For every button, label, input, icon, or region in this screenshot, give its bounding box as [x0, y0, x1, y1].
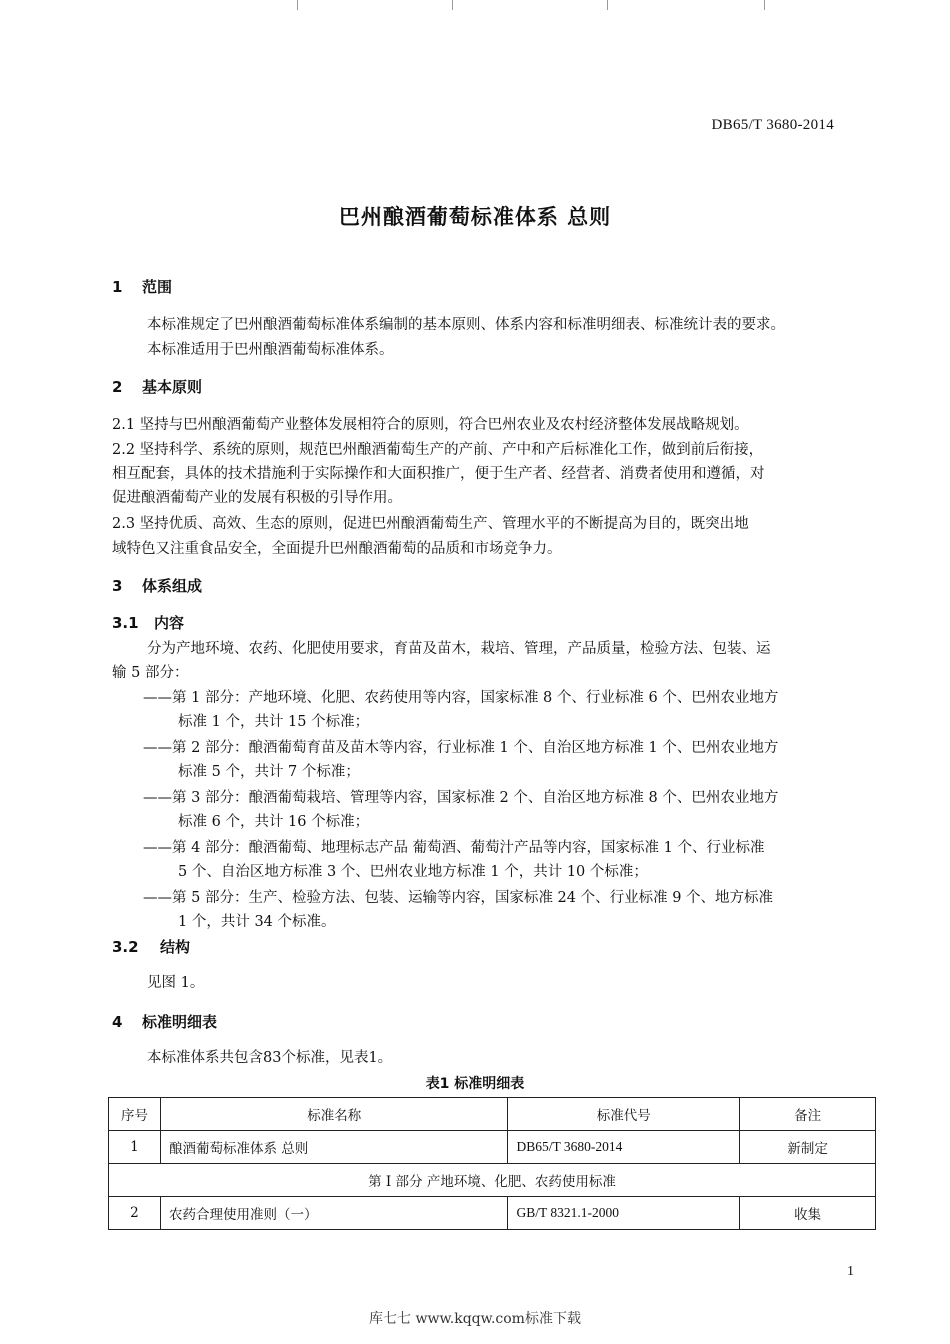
- list-item-cont: 标准 5 个，共计 7 个标准；: [178, 764, 360, 780]
- footer-watermark: 库七七 www.kqqw.com标准下载: [369, 1311, 581, 1327]
- list-item-cont: 1 个，共计 34 个标准。: [178, 914, 336, 930]
- clause-2-2-line-2: 相互配套，具体的技术措施利于实际操作和大面积推广，便于生产者、经营者、消费者使用和遵循，对: [112, 466, 765, 482]
- section-2-heading: 2 基本原则: [112, 378, 203, 396]
- section-3-2-heading: 3.2 结构: [112, 938, 191, 956]
- section-3-heading: 3 体系组成: [112, 577, 203, 595]
- section-4-text: 本标准体系共包含83个标准，见表1。: [147, 1050, 393, 1066]
- clause-2-3-line-1: 2.3 坚持优质、高效、生态的原则，促进巴州酿酒葡萄生产、管理水平的不断提高为目的，既突出地: [112, 516, 749, 532]
- section-1-para-1: 本标准规定了巴州酿酒葡萄标准体系编制的基本原则、体系内容和标准明细表、标准统计表的要求。: [147, 317, 785, 333]
- list-item-cont: 标准 1 个，共计 15 个标准；: [178, 714, 370, 730]
- table-header-row: [109, 1098, 876, 1131]
- list-item: ——第 2 部分：酿酒葡萄育苗及苗木等内容，行业标准 1 个、自治区地方标准 1 个、巴州农业地方: [143, 740, 779, 756]
- section-3-1-intro-line-2: 输 5 部分：: [112, 665, 189, 681]
- list-item: ——第 1 部分：产地环境、化肥、农药使用等内容，国家标准 8 个、行业标准 6 个、巴州农业地方: [143, 690, 779, 706]
- list-item: ——第 4 部分：酿酒葡萄、地理标志产品 葡萄酒、葡萄汁产品等内容，国家标准 1 个、行业标准: [143, 840, 765, 856]
- standards-table: [108, 1097, 876, 1230]
- cell-index: 2: [109, 1197, 161, 1230]
- crop-mark: [452, 0, 453, 10]
- table-caption: 表1 标准明细表: [425, 1076, 525, 1092]
- standard-code: DB65/T 3680-2014: [711, 117, 834, 133]
- list-item-cont: 标准 6 个，共计 16 个标准；: [178, 814, 370, 830]
- clause-2-2-line-3: 促进酿酒葡萄产业的发展有积极的引导作用。: [112, 490, 402, 506]
- col-header-remark: 备注: [740, 1098, 876, 1131]
- cell-code: DB65/T 3680-2014: [508, 1131, 740, 1164]
- list-item: ——第 5 部分：生产、检验方法、包装、运输等内容，国家标准 24 个、行业标准 9 个、地方标准: [143, 890, 774, 906]
- col-header-index: 序号: [109, 1098, 161, 1131]
- cell-remark: 收集: [740, 1197, 876, 1230]
- cell-group-title: 第 I 部分 产地环境、化肥、农药使用标准: [109, 1164, 876, 1197]
- page-number: 1: [847, 1264, 854, 1279]
- crop-mark: [297, 0, 298, 10]
- list-item: ——第 3 部分：酿酒葡萄栽培、管理等内容，国家标准 2 个、自治区地方标准 8 个、巴州农业地方: [143, 790, 779, 806]
- section-4-heading: 4 标准明细表: [112, 1013, 218, 1031]
- list-item-cont: 5 个、自治区地方标准 3 个、巴州农业地方标准 1 个，共计 10 个标准；: [178, 864, 648, 880]
- section-3-1-intro-line-1: 分为产地环境、农药、化肥使用要求，育苗及苗木，栽培、管理，产品质量，检验方法、包装、运: [147, 641, 771, 657]
- clause-2-2-line-1: 2.2 坚持科学、系统的原则，规范巴州酿酒葡萄生产的产前、产中和产后标准化工作，做到前后衔接，: [112, 442, 764, 458]
- crop-mark: [764, 0, 765, 10]
- cell-remark: 新制定: [740, 1131, 876, 1164]
- clause-2-3-line-2: 域特色又注重食品安全，全面提升巴州酿酒葡萄的品质和市场竞争力。: [112, 541, 562, 557]
- clause-2-1: 2.1 坚持与巴州酿酒葡萄产业整体发展相符合的原则，符合巴州农业及农村经济整体发展战略规划。: [112, 417, 749, 433]
- crop-mark: [607, 0, 608, 10]
- section-1-heading: 1 范围: [112, 278, 173, 296]
- cell-index: 1: [109, 1131, 161, 1164]
- table-row: [109, 1197, 876, 1230]
- section-1-para-2: 本标准适用于巴州酿酒葡萄标准体系。: [147, 342, 394, 358]
- col-header-name: 标准名称: [160, 1098, 508, 1131]
- page-title: 巴州酿酒葡萄标准体系 总则: [338, 205, 612, 229]
- table-row: [109, 1131, 876, 1164]
- cell-name: 农药合理使用准则（一）: [160, 1197, 508, 1230]
- cell-name: 酿酒葡萄标准体系 总则: [160, 1131, 508, 1164]
- section-3-2-text: 见图 1。: [147, 975, 205, 991]
- cell-code: GB/T 8321.1-2000: [508, 1197, 740, 1230]
- table-group-row: [109, 1164, 876, 1197]
- section-3-1-heading: 3.1 内容: [112, 614, 185, 632]
- col-header-code: 标准代号: [508, 1098, 740, 1131]
